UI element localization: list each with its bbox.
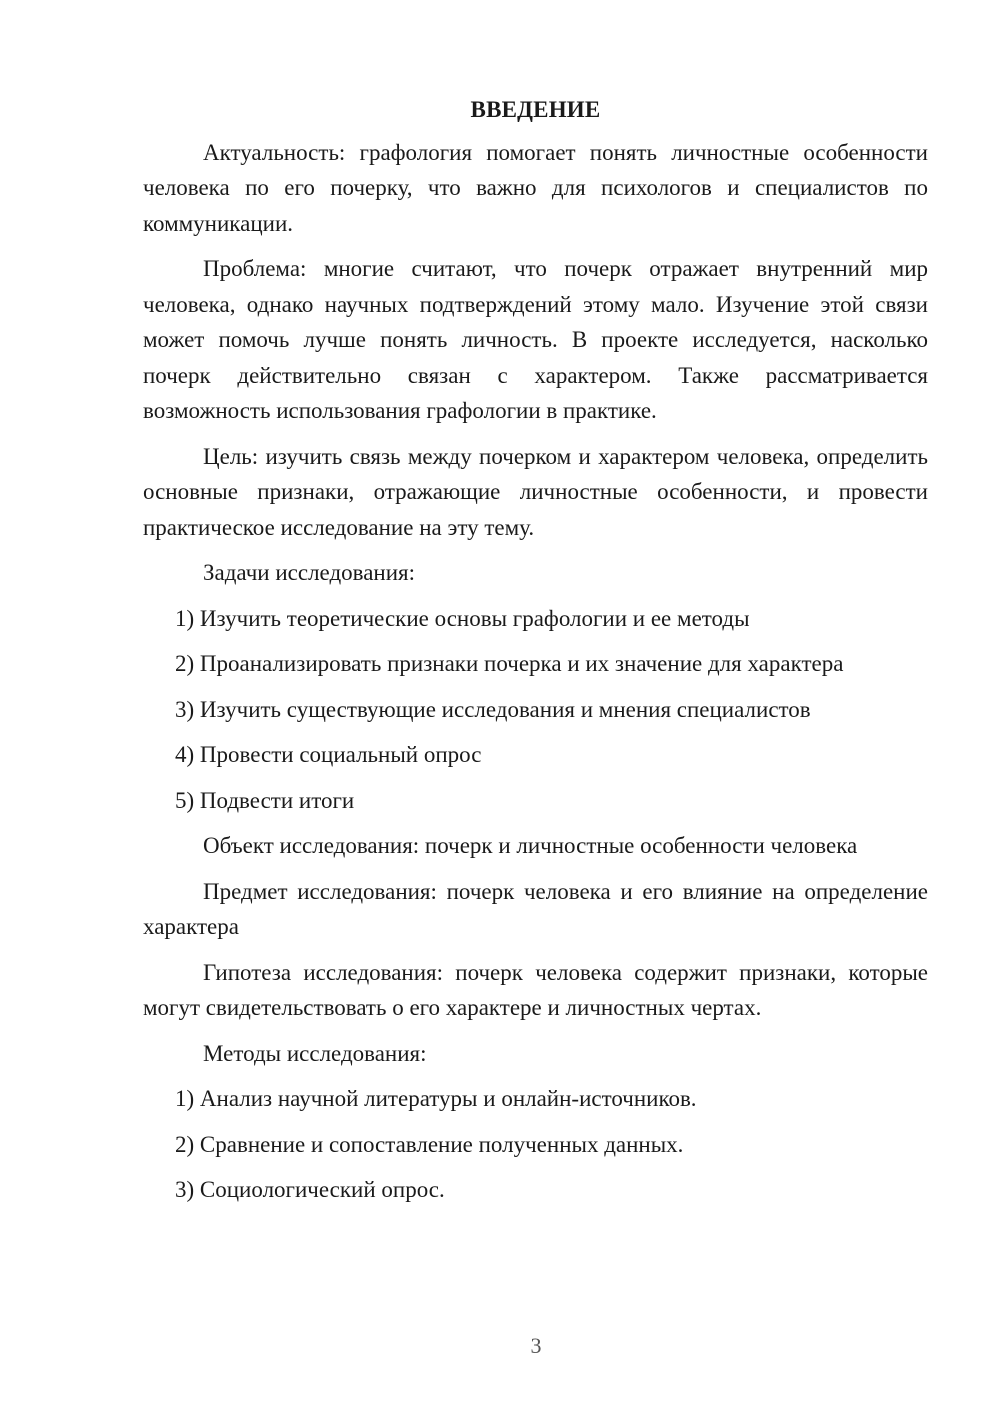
relevance-paragraph: Актуальность: графология помогает понять личностные особенности человека по его почерку, что важно для психологов и специалистов по коммуникации. (143, 139, 928, 236)
method-item: 2) Сравнение и сопоставление полученных данных. (175, 1131, 684, 1157)
page-content (143, 92, 928, 1218)
methods-list (143, 1081, 928, 1208)
tasks-heading: Задачи исследования: (203, 560, 416, 585)
method-item: 1) Анализ научной литературы и онлайн-источников. (175, 1086, 697, 1111)
page-number: 3 (530, 1333, 542, 1358)
methods-heading: Методы исследования: (203, 1040, 427, 1066)
task-item: 2) Проанализировать признаки почерка и их значение для характера (175, 651, 844, 676)
task-item: 4) Провести социальный опрос (175, 742, 482, 767)
subject-paragraph: Предмет исследования: почерк человека и его влияние на определение характера (143, 878, 928, 939)
task-item: 5) Подвести итоги (175, 787, 355, 813)
tasks-list (143, 601, 928, 819)
object-paragraph: Объект исследования: почерк и личностные особенности человека (203, 833, 858, 858)
task-item: 3) Изучить существующие исследования и мнения специалистов (175, 696, 811, 722)
method-item: 3) Социологический опрос. (175, 1177, 445, 1202)
section-title: ВВЕДЕНИЕ (470, 97, 601, 122)
goal-paragraph: Цель: изучить связь между почерком и характером человека, определить основные признаки, отражающие личностные особенности, и провести практическое исследование на эту тему. (143, 443, 928, 540)
hypothesis-paragraph: Гипотеза исследования: почерк человека содержит признаки, которые могут свидетельствовать о его характере и личностных чертах. (143, 959, 928, 1020)
problem-paragraph: Проблема: многие считают, что почерк отражает внутренний мир человека, однако научных подтверждений этому мало. Изучение этой связи может помочь лучше понять личность. В проекте исследуется, насколько почерк действительно связан с характером. Также рассматривается возможность использования графологии в практике. (143, 256, 928, 423)
task-item: 1) Изучить теоретические основы графологии и ее методы (175, 605, 750, 631)
